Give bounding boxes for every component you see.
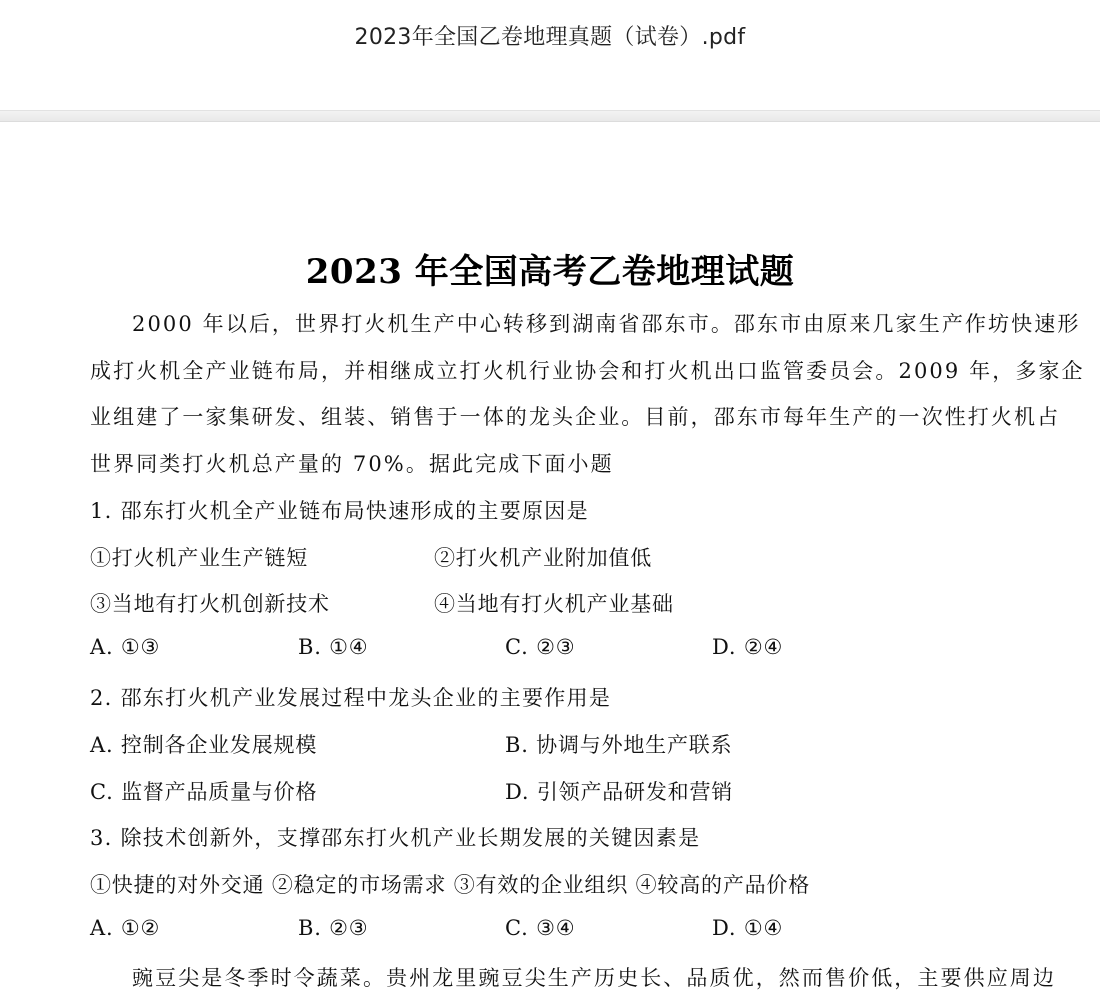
question-3-option-a: A. ①② [90,916,161,940]
question-1-stem: 1. 邵东打火机全产业链布局快速形成的主要原因是 [90,499,589,523]
question-3-option-b: B. ②③ [298,916,369,940]
passage1-line-4: 世界同类打火机总产量的 70%。据此完成下面小题 [90,452,614,476]
question-1-option-a: A. ①③ [90,635,161,659]
passage1-line-2: 成打火机全产业链布局，并相继成立打火机行业协会和打火机出口监管委员会。2009 年，多家企 [90,359,1085,383]
question-1-item-2: ②打火机产业附加值低 [434,546,652,570]
question-1-option-d: D. ②④ [712,635,784,659]
passage1-line-1: 2000 年以后，世界打火机生产中心转移到湖南省邵东市。邵东市由原来几家生产作坊快速形 [132,312,1081,336]
question-1-option-b: B. ①④ [298,635,369,659]
question-1-item-3: ③当地有打火机创新技术 [90,592,330,616]
passage2-line-1: 豌豆尖是冬季时令蔬菜。贵州龙里豌豆尖生产历史长、品质优，然而售价低，主要供应周边 [132,966,1056,990]
question-3-option-d: D. ①④ [712,916,784,940]
question-1-option-c: C. ②③ [505,635,576,659]
file-title: 2023年全国乙卷地理真题（试卷）.pdf [354,25,746,50]
viewer-divider [0,110,1100,122]
pdf-page [0,122,1100,990]
viewer-header [0,0,1100,110]
question-3-items: ①快捷的对外交通 ②稳定的市场需求 ③有效的企业组织 ④较高的产品价格 [90,873,811,897]
question-3-stem: 3. 除技术创新外，支撑邵东打火机产业长期发展的关键因素是 [90,826,701,850]
question-2-option-d: D. 引领产品研发和营销 [505,780,734,804]
question-2-option-b: B. 协调与外地生产联系 [505,733,733,757]
question-2-option-a: A. 控制各企业发展规模 [90,733,318,757]
passage1-line-3: 业组建了一家集研发、组装、销售于一体的龙头企业。目前，邵东市每年生产的一次性打火机占 [90,405,1061,429]
question-1-item-4: ④当地有打火机产业基础 [434,592,674,616]
question-2-option-c: C. 监督产品质量与价格 [90,780,318,804]
document-title: 2023 年全国高考乙卷地理试题 [305,252,795,292]
question-3-option-c: C. ③④ [505,916,576,940]
question-2-stem: 2. 邵东打火机产业发展过程中龙头企业的主要作用是 [90,686,612,710]
question-1-item-1: ①打火机产业生产链短 [90,546,308,570]
